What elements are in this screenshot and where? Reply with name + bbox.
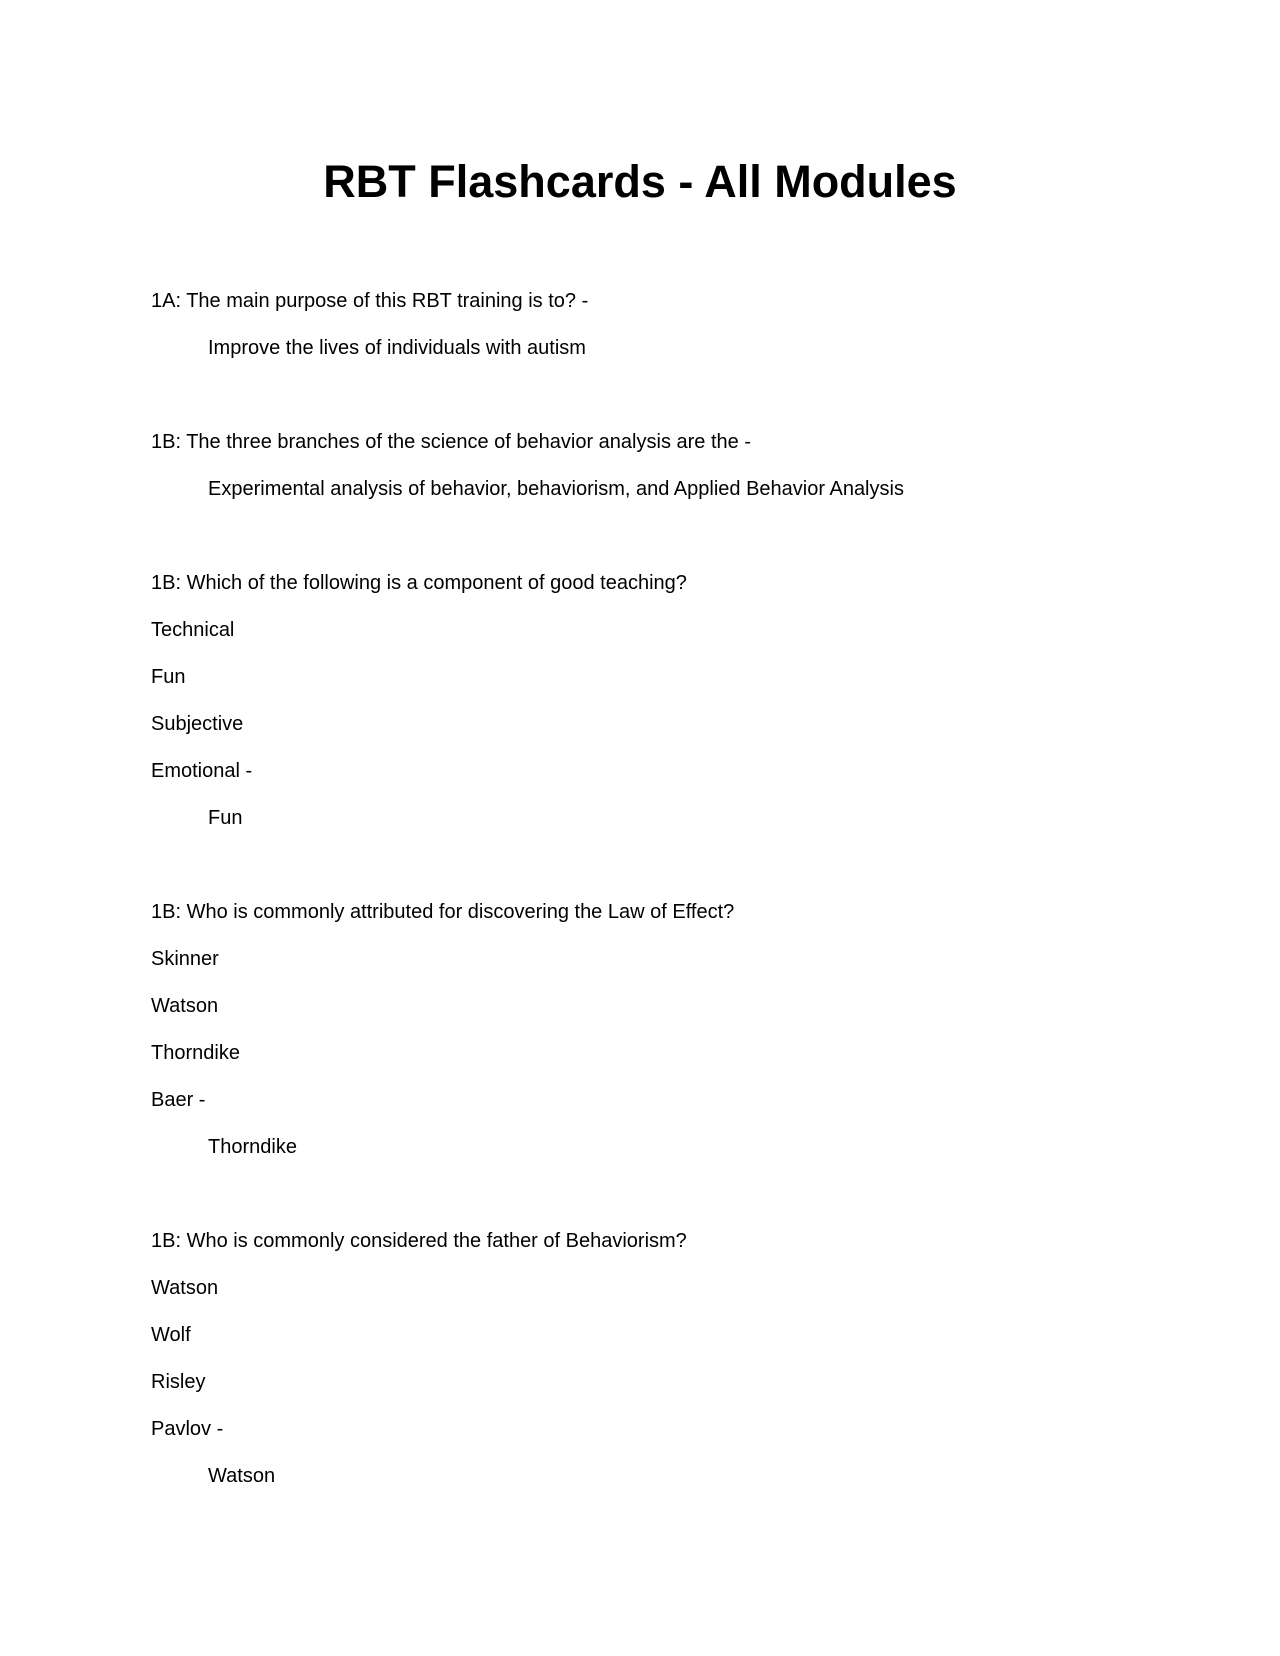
- option: Skinner: [151, 948, 219, 970]
- option: Watson: [151, 995, 219, 1017]
- question: 1B: Which of the following is a component of good teaching?: [151, 572, 687, 594]
- answer: Fun: [208, 807, 243, 829]
- answer: Watson: [208, 1465, 276, 1487]
- option: Emotional -: [151, 760, 253, 782]
- option: Watson: [151, 1277, 219, 1299]
- option: Baer -: [151, 1089, 206, 1111]
- option: Wolf: [151, 1324, 191, 1346]
- flashcard-3: [151, 560, 1151, 842]
- flashcard-list: [151, 278, 1151, 1547]
- flashcard-5: [151, 1218, 1151, 1500]
- option: Technical: [151, 619, 235, 641]
- answer: Experimental analysis of behavior, behaviorism, and Applied Behavior Analysis: [208, 478, 904, 500]
- page-title: RBT Flashcards - All Modules: [323, 156, 957, 207]
- option: Subjective: [151, 713, 244, 735]
- option: Risley: [151, 1371, 206, 1393]
- option: Thorndike: [151, 1042, 240, 1064]
- flashcard-1: [151, 278, 1151, 372]
- question: 1B: Who is commonly considered the father of Behaviorism?: [151, 1230, 687, 1252]
- option: Pavlov -: [151, 1418, 224, 1440]
- question: 1A: The main purpose of this RBT training is to? -: [151, 290, 589, 312]
- flashcard-4: [151, 889, 1151, 1171]
- flashcard-2: [151, 419, 1151, 513]
- question: 1B: The three branches of the science of behavior analysis are the -: [151, 431, 751, 453]
- question: 1B: Who is commonly attributed for discovering the Law of Effect?: [151, 901, 735, 923]
- answer: Thorndike: [208, 1136, 297, 1158]
- answer: Improve the lives of individuals with autism: [208, 337, 586, 359]
- option: Fun: [151, 666, 186, 688]
